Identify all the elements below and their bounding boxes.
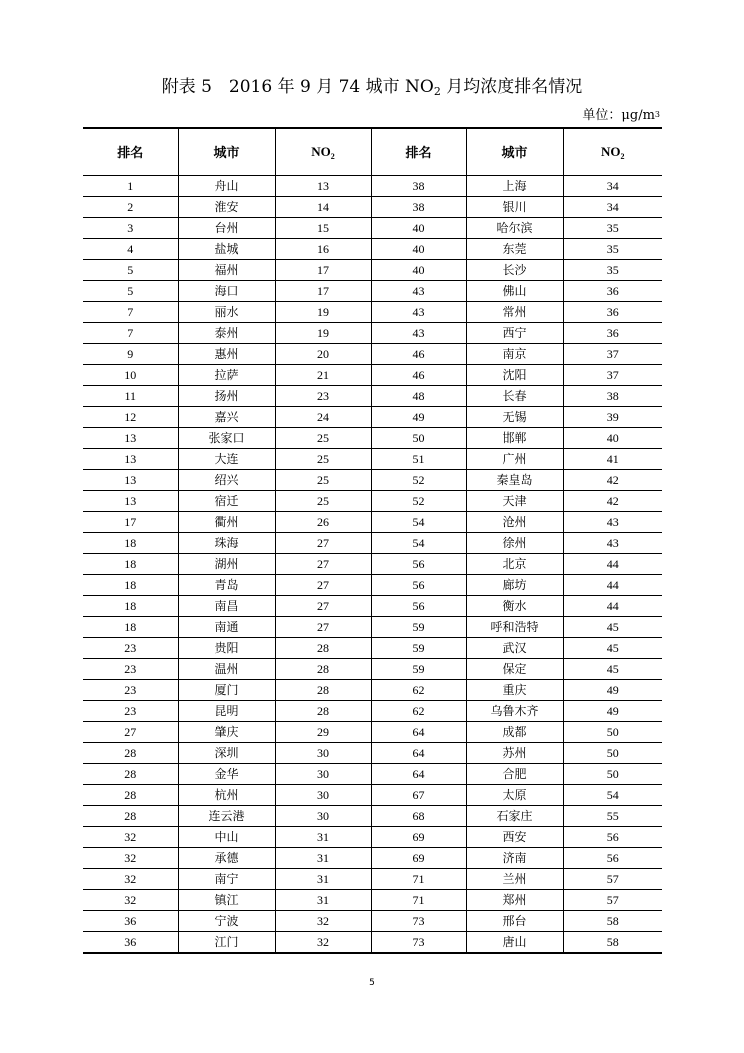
- right-no2-cell: 38: [563, 385, 662, 406]
- table-row: [83, 763, 662, 784]
- right-city-cell: 保定: [466, 658, 563, 679]
- right-no2-cell: 35: [563, 217, 662, 238]
- right-rank-cell: 62: [371, 679, 466, 700]
- table-row: [83, 511, 662, 532]
- right-city-cell: 武汉: [466, 637, 563, 658]
- right-rank-cell: 69: [371, 826, 466, 847]
- right-rank-cell: 54: [371, 511, 466, 532]
- right-no2-cell: 50: [563, 742, 662, 763]
- left-rank-cell: 23: [83, 679, 178, 700]
- right-rank-cell: 62: [371, 700, 466, 721]
- right-city-cell: 天津: [466, 490, 563, 511]
- left-city-cell: 盐城: [178, 238, 275, 259]
- table-row: [83, 700, 662, 721]
- header-no2-subscript: 2: [330, 151, 335, 161]
- right-city-cell: 衡水: [466, 595, 563, 616]
- right-city-cell: 兰州: [466, 868, 563, 889]
- right-city-cell: 呼和浩特: [466, 616, 563, 637]
- left-rank-cell: 17: [83, 511, 178, 532]
- left-no2-cell: 17: [275, 280, 371, 301]
- right-rank-cell: 38: [371, 175, 466, 196]
- table-row: [83, 574, 662, 595]
- right-rank-cell: 54: [371, 532, 466, 553]
- left-city-cell: 昆明: [178, 700, 275, 721]
- right-rank-cell: 46: [371, 343, 466, 364]
- right-rank-cell: 48: [371, 385, 466, 406]
- table-row: [83, 805, 662, 826]
- left-city-cell: 镇江: [178, 889, 275, 910]
- right-no2-cell: 56: [563, 847, 662, 868]
- left-no2-cell: 21: [275, 364, 371, 385]
- left-rank-cell: 32: [83, 826, 178, 847]
- left-no2-cell: 23: [275, 385, 371, 406]
- right-city-cell: 东莞: [466, 238, 563, 259]
- table-body: [83, 175, 662, 953]
- right-city-cell: 石家庄: [466, 805, 563, 826]
- right-city-cell: 太原: [466, 784, 563, 805]
- right-rank-cell: 38: [371, 196, 466, 217]
- table-row: [83, 217, 662, 238]
- left-no2-cell: 19: [275, 322, 371, 343]
- table-row: [83, 553, 662, 574]
- left-no2-cell: 27: [275, 532, 371, 553]
- left-rank-cell: 13: [83, 469, 178, 490]
- right-city-cell: 合肥: [466, 763, 563, 784]
- left-no2-cell: 32: [275, 931, 371, 953]
- left-no2-cell: 28: [275, 658, 371, 679]
- right-rank-cell: 68: [371, 805, 466, 826]
- left-no2-cell: 17: [275, 259, 371, 280]
- left-city-cell: 台州: [178, 217, 275, 238]
- table-row: [83, 385, 662, 406]
- left-rank-cell: 28: [83, 763, 178, 784]
- right-no2-cell: 44: [563, 595, 662, 616]
- left-rank-cell: 11: [83, 385, 178, 406]
- table-row: [83, 259, 662, 280]
- left-rank-cell: 23: [83, 700, 178, 721]
- left-city-cell: 拉萨: [178, 364, 275, 385]
- left-rank-cell: 5: [83, 259, 178, 280]
- right-no2-cell: 40: [563, 427, 662, 448]
- left-no2-cell: 31: [275, 847, 371, 868]
- left-rank-cell: 4: [83, 238, 178, 259]
- table-row: [83, 490, 662, 511]
- table-row: [83, 301, 662, 322]
- left-no2-cell: 27: [275, 616, 371, 637]
- left-rank-cell: 23: [83, 658, 178, 679]
- table-row: [83, 679, 662, 700]
- left-city-cell: 承德: [178, 847, 275, 868]
- left-city-cell: 泰州: [178, 322, 275, 343]
- left-city-cell: 贵阳: [178, 637, 275, 658]
- right-city-cell: 哈尔滨: [466, 217, 563, 238]
- right-no2-cell: 50: [563, 721, 662, 742]
- left-city-cell: 南昌: [178, 595, 275, 616]
- left-no2-cell: 27: [275, 574, 371, 595]
- right-no2-cell: 50: [563, 763, 662, 784]
- table-row: [83, 910, 662, 931]
- right-rank-cell: 40: [371, 217, 466, 238]
- left-rank-cell: 18: [83, 553, 178, 574]
- right-no2-cell: 44: [563, 574, 662, 595]
- left-city-cell: 绍兴: [178, 469, 275, 490]
- left-rank-cell: 3: [83, 217, 178, 238]
- table-row: [83, 784, 662, 805]
- left-city-cell: 宁波: [178, 910, 275, 931]
- right-city-cell: 西宁: [466, 322, 563, 343]
- right-city-cell: 西安: [466, 826, 563, 847]
- table-row: [83, 868, 662, 889]
- table-header-row: [83, 128, 662, 175]
- right-city-cell: 唐山: [466, 931, 563, 953]
- right-rank-cell: 56: [371, 574, 466, 595]
- header-no2-subscript: 2: [620, 151, 625, 161]
- right-rank-cell: 59: [371, 616, 466, 637]
- right-rank-cell: 43: [371, 322, 466, 343]
- right-no2-cell: 57: [563, 868, 662, 889]
- left-no2-cell: 14: [275, 196, 371, 217]
- left-city-cell: 嘉兴: [178, 406, 275, 427]
- right-rank-cell: 49: [371, 406, 466, 427]
- right-no2-cell: 35: [563, 238, 662, 259]
- right-city-cell: 成都: [466, 721, 563, 742]
- right-no2-cell: 58: [563, 910, 662, 931]
- left-rank-cell: 13: [83, 490, 178, 511]
- right-rank-cell: 52: [371, 490, 466, 511]
- right-no2-cell: 34: [563, 196, 662, 217]
- right-city-cell: 长沙: [466, 259, 563, 280]
- left-city-cell: 湖州: [178, 553, 275, 574]
- left-no2-cell: 24: [275, 406, 371, 427]
- table-row: [83, 889, 662, 910]
- right-city-cell: 济南: [466, 847, 563, 868]
- left-city-cell: 宿迁: [178, 490, 275, 511]
- left-city-cell: 大连: [178, 448, 275, 469]
- right-rank-cell: 59: [371, 637, 466, 658]
- header-city-right: 城市: [466, 128, 563, 175]
- right-city-cell: 重庆: [466, 679, 563, 700]
- right-rank-cell: 56: [371, 553, 466, 574]
- right-no2-cell: 54: [563, 784, 662, 805]
- left-no2-cell: 31: [275, 889, 371, 910]
- left-rank-cell: 18: [83, 574, 178, 595]
- left-city-cell: 丽水: [178, 301, 275, 322]
- header-rank-right: 排名: [371, 128, 466, 175]
- left-rank-cell: 27: [83, 721, 178, 742]
- left-rank-cell: 18: [83, 595, 178, 616]
- right-no2-cell: 37: [563, 343, 662, 364]
- left-city-cell: 南通: [178, 616, 275, 637]
- right-city-cell: 沧州: [466, 511, 563, 532]
- left-rank-cell: 28: [83, 742, 178, 763]
- right-rank-cell: 71: [371, 889, 466, 910]
- right-no2-cell: 42: [563, 469, 662, 490]
- left-city-cell: 杭州: [178, 784, 275, 805]
- right-city-cell: 郑州: [466, 889, 563, 910]
- table-row: [83, 406, 662, 427]
- table-row: [83, 343, 662, 364]
- table-row: [83, 658, 662, 679]
- left-no2-cell: 20: [275, 343, 371, 364]
- right-no2-cell: 56: [563, 826, 662, 847]
- left-rank-cell: 12: [83, 406, 178, 427]
- header-no2-left: [275, 128, 371, 175]
- left-rank-cell: 10: [83, 364, 178, 385]
- left-no2-cell: 30: [275, 742, 371, 763]
- left-no2-cell: 25: [275, 448, 371, 469]
- right-city-cell: 银川: [466, 196, 563, 217]
- right-no2-cell: 45: [563, 658, 662, 679]
- right-rank-cell: 64: [371, 721, 466, 742]
- unit-text: 单位：μg/m: [582, 108, 655, 123]
- right-no2-cell: 39: [563, 406, 662, 427]
- left-rank-cell: 36: [83, 931, 178, 953]
- right-rank-cell: 51: [371, 448, 466, 469]
- left-no2-cell: 31: [275, 826, 371, 847]
- left-city-cell: 连云港: [178, 805, 275, 826]
- title-subscript: 2: [433, 85, 441, 98]
- right-rank-cell: 52: [371, 469, 466, 490]
- left-city-cell: 舟山: [178, 175, 275, 196]
- left-rank-cell: 9: [83, 343, 178, 364]
- left-rank-cell: 28: [83, 784, 178, 805]
- right-rank-cell: 73: [371, 931, 466, 953]
- left-no2-cell: 25: [275, 490, 371, 511]
- left-rank-cell: 32: [83, 889, 178, 910]
- left-city-cell: 中山: [178, 826, 275, 847]
- title-suffix: 月均浓度排名情况: [440, 77, 583, 97]
- right-no2-cell: 42: [563, 490, 662, 511]
- right-city-cell: 南京: [466, 343, 563, 364]
- table-row: [83, 448, 662, 469]
- right-city-cell: 常州: [466, 301, 563, 322]
- left-no2-cell: 16: [275, 238, 371, 259]
- left-rank-cell: 7: [83, 322, 178, 343]
- table-row: [83, 364, 662, 385]
- left-city-cell: 金华: [178, 763, 275, 784]
- right-no2-cell: 34: [563, 175, 662, 196]
- left-city-cell: 福州: [178, 259, 275, 280]
- left-city-cell: 温州: [178, 658, 275, 679]
- right-rank-cell: 59: [371, 658, 466, 679]
- left-no2-cell: 28: [275, 679, 371, 700]
- left-rank-cell: 1: [83, 175, 178, 196]
- page-number: 5: [369, 978, 375, 988]
- left-city-cell: 海口: [178, 280, 275, 301]
- unit-superscript: 3: [654, 110, 660, 119]
- left-no2-cell: 19: [275, 301, 371, 322]
- left-city-cell: 淮安: [178, 196, 275, 217]
- table-row: [83, 826, 662, 847]
- right-rank-cell: 43: [371, 301, 466, 322]
- left-city-cell: 江门: [178, 931, 275, 953]
- right-no2-cell: 49: [563, 700, 662, 721]
- left-city-cell: 珠海: [178, 532, 275, 553]
- right-no2-cell: 57: [563, 889, 662, 910]
- left-city-cell: 青岛: [178, 574, 275, 595]
- left-no2-cell: 30: [275, 784, 371, 805]
- page-title: [0, 76, 744, 100]
- header-rank-left: 排名: [83, 128, 178, 175]
- right-no2-cell: 49: [563, 679, 662, 700]
- right-city-cell: 秦皇岛: [466, 469, 563, 490]
- table-row: [83, 742, 662, 763]
- left-no2-cell: 26: [275, 511, 371, 532]
- header-city-left: 城市: [178, 128, 275, 175]
- left-city-cell: 衢州: [178, 511, 275, 532]
- right-no2-cell: 58: [563, 931, 662, 953]
- right-city-cell: 上海: [466, 175, 563, 196]
- right-no2-cell: 55: [563, 805, 662, 826]
- right-rank-cell: 40: [371, 259, 466, 280]
- left-no2-cell: 15: [275, 217, 371, 238]
- left-rank-cell: 13: [83, 448, 178, 469]
- table-row: [83, 721, 662, 742]
- left-no2-cell: 25: [275, 469, 371, 490]
- table-row: [83, 595, 662, 616]
- header-no2-main: NO: [311, 143, 331, 159]
- right-no2-cell: 36: [563, 301, 662, 322]
- right-no2-cell: 41: [563, 448, 662, 469]
- left-rank-cell: 23: [83, 637, 178, 658]
- table-row: [83, 637, 662, 658]
- right-city-cell: 苏州: [466, 742, 563, 763]
- left-city-cell: 张家口: [178, 427, 275, 448]
- right-no2-cell: 45: [563, 637, 662, 658]
- right-rank-cell: 69: [371, 847, 466, 868]
- left-rank-cell: 36: [83, 910, 178, 931]
- right-rank-cell: 71: [371, 868, 466, 889]
- right-city-cell: 徐州: [466, 532, 563, 553]
- unit-label: [582, 107, 660, 126]
- right-city-cell: 长春: [466, 385, 563, 406]
- right-rank-cell: 73: [371, 910, 466, 931]
- table-row: [83, 931, 662, 953]
- right-city-cell: 北京: [466, 553, 563, 574]
- right-city-cell: 乌鲁木齐: [466, 700, 563, 721]
- right-city-cell: 邯郸: [466, 427, 563, 448]
- right-no2-cell: 36: [563, 280, 662, 301]
- ranking-table: [83, 127, 662, 954]
- table-row: [83, 238, 662, 259]
- right-city-cell: 无锡: [466, 406, 563, 427]
- left-rank-cell: 7: [83, 301, 178, 322]
- left-no2-cell: 27: [275, 553, 371, 574]
- table-row: [83, 175, 662, 196]
- table-row: [83, 616, 662, 637]
- left-city-cell: 惠州: [178, 343, 275, 364]
- title-prefix: 附表 5 2016 年 9 月 74 城市 NO: [161, 77, 434, 97]
- left-city-cell: 扬州: [178, 385, 275, 406]
- left-rank-cell: 13: [83, 427, 178, 448]
- left-rank-cell: 18: [83, 532, 178, 553]
- left-no2-cell: 28: [275, 637, 371, 658]
- right-no2-cell: 35: [563, 259, 662, 280]
- left-no2-cell: 25: [275, 427, 371, 448]
- right-rank-cell: 64: [371, 742, 466, 763]
- left-no2-cell: 29: [275, 721, 371, 742]
- right-no2-cell: 43: [563, 511, 662, 532]
- table-row: [83, 280, 662, 301]
- right-city-cell: 广州: [466, 448, 563, 469]
- left-rank-cell: 32: [83, 868, 178, 889]
- right-no2-cell: 43: [563, 532, 662, 553]
- left-rank-cell: 32: [83, 847, 178, 868]
- left-rank-cell: 18: [83, 616, 178, 637]
- right-no2-cell: 37: [563, 364, 662, 385]
- table-row: [83, 196, 662, 217]
- left-no2-cell: 27: [275, 595, 371, 616]
- table-row: [83, 847, 662, 868]
- right-rank-cell: 43: [371, 280, 466, 301]
- right-rank-cell: 67: [371, 784, 466, 805]
- right-rank-cell: 40: [371, 238, 466, 259]
- right-city-cell: 廊坊: [466, 574, 563, 595]
- left-no2-cell: 32: [275, 910, 371, 931]
- right-no2-cell: 45: [563, 616, 662, 637]
- left-city-cell: 厦门: [178, 679, 275, 700]
- table-row: [83, 427, 662, 448]
- header-no2-main: NO: [601, 143, 621, 159]
- right-rank-cell: 46: [371, 364, 466, 385]
- left-no2-cell: 13: [275, 175, 371, 196]
- right-city-cell: 邢台: [466, 910, 563, 931]
- table-row: [83, 469, 662, 490]
- left-no2-cell: 30: [275, 763, 371, 784]
- right-no2-cell: 44: [563, 553, 662, 574]
- right-rank-cell: 64: [371, 763, 466, 784]
- right-rank-cell: 56: [371, 595, 466, 616]
- right-city-cell: 佛山: [466, 280, 563, 301]
- right-rank-cell: 50: [371, 427, 466, 448]
- table-row: [83, 322, 662, 343]
- table-row: [83, 532, 662, 553]
- left-no2-cell: 30: [275, 805, 371, 826]
- left-no2-cell: 31: [275, 868, 371, 889]
- left-rank-cell: 2: [83, 196, 178, 217]
- left-city-cell: 深圳: [178, 742, 275, 763]
- left-rank-cell: 28: [83, 805, 178, 826]
- left-no2-cell: 28: [275, 700, 371, 721]
- left-city-cell: 南宁: [178, 868, 275, 889]
- left-rank-cell: 5: [83, 280, 178, 301]
- header-no2-right: [563, 128, 662, 175]
- right-city-cell: 沈阳: [466, 364, 563, 385]
- left-city-cell: 肇庆: [178, 721, 275, 742]
- right-no2-cell: 36: [563, 322, 662, 343]
